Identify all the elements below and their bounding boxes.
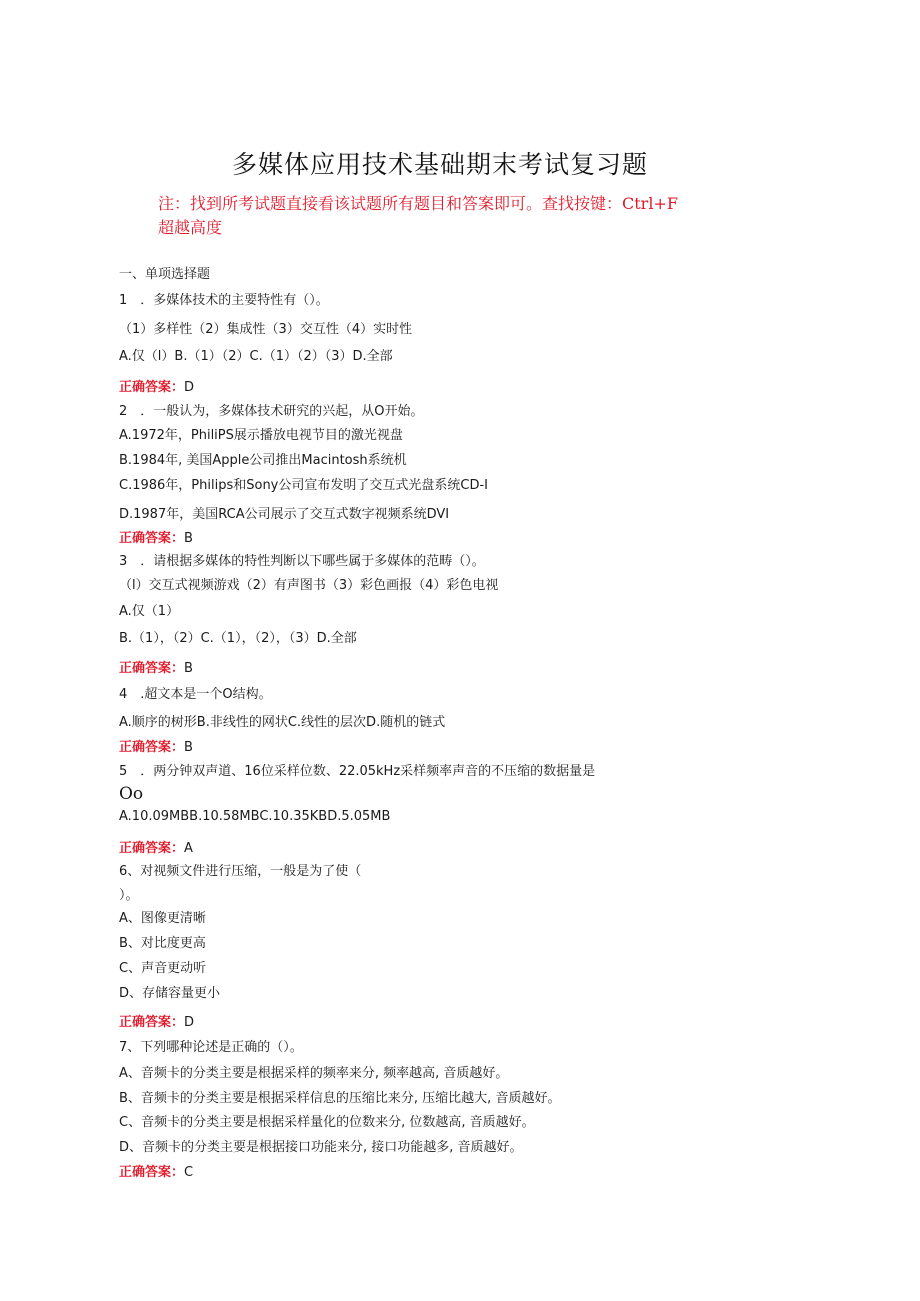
answer-value: A	[184, 841, 193, 856]
answer-label: 正确答案：	[119, 531, 185, 546]
answer-value: D	[184, 380, 195, 395]
question-4-options: A.顺序的树形B.非线性的网状C.线性的层次D.随机的链式	[119, 715, 446, 730]
answer-label: 正确答案：	[119, 740, 185, 755]
question-7-option-b: B、音频卡的分类主要是根据采样信息的压缩比来分, 压缩比越大, 音质越好。	[119, 1091, 561, 1106]
question-6-continuation: ）。	[119, 888, 139, 903]
question-5-options: A.10.09MBB.10.58MBC.10.35KBD.5.05MB	[119, 809, 391, 824]
question-1-items: （1）多样性（2）集成性（3）交互性（4）实时性	[119, 322, 413, 337]
answer-3	[119, 657, 193, 676]
question-2-option-a: A.1972年，PhiliPS展示播放电视节目的激光视盘	[119, 428, 403, 443]
note-line-2: 超越高度	[158, 218, 223, 237]
answer-2	[119, 527, 193, 546]
answer-label: 正确答案：	[119, 661, 185, 676]
note-line-1: 注：找到所考试题直接看该试题所有题目和答案即可。查找按键：Ctrl+F	[158, 194, 678, 213]
question-3: 3 ．请根据多媒体的特性判断以下哪些属于多媒体的范畴（）。	[119, 554, 485, 569]
question-6-option-c: C、声音更动听	[119, 961, 207, 976]
question-4: 4 .超文本是一个O结构。	[119, 687, 272, 702]
answer-label: 正确答案：	[119, 1165, 185, 1180]
question-2-option-d: D.1987年，美国RCA公司展示了交互式数字视频系统DVI	[119, 507, 450, 522]
question-7: 7、下列哪种论述是正确的（）。	[119, 1040, 303, 1055]
question-6: 6、对视频文件进行压缩，一般是为了使（	[119, 864, 362, 879]
question-2-option-c: C.1986年，Philips和Sony公司宣布发明了交互式光盘系统CD-I	[119, 478, 488, 493]
question-1-options: A.仅（l）B.（1）（2）C.（1）（2）（3）D.全部	[119, 349, 393, 364]
answer-5	[119, 837, 193, 856]
question-6-option-d: D、存储容量更小	[119, 986, 221, 1001]
answer-6	[119, 1011, 194, 1030]
question-5: 5 ．两分钟双声道、16位采样位数、22.05kHz采样频率声音的不压缩的数据量是	[119, 764, 596, 779]
question-3-options-bcd: B.（1），（2）C.（1），（2），（3）D.全部	[119, 631, 357, 646]
document-title: 多媒体应用技术基础期末考试复习题	[231, 150, 648, 179]
answer-1	[119, 376, 194, 395]
answer-value: B	[184, 740, 193, 755]
question-7-option-a: A、音频卡的分类主要是根据采样的频率来分, 频率越高, 音质越好。	[119, 1066, 509, 1081]
question-2: 2 ．一般认为，多媒体技术研究的兴起，从O开始。	[119, 404, 424, 419]
answer-7	[119, 1161, 193, 1180]
answer-value: C	[184, 1165, 194, 1180]
question-5-continuation: Oo	[119, 784, 144, 804]
answer-label: 正确答案：	[119, 841, 185, 856]
question-6-option-b: B、对比度更高	[119, 936, 206, 951]
answer-value: B	[184, 661, 193, 676]
question-7-option-d: D、音频卡的分类主要是根据接口功能来分, 接口功能越多, 音质越好。	[119, 1140, 523, 1155]
question-3-items: （l）交互式视频游戏（2）有声图书（3）彩色画报（4）彩色电视	[119, 578, 499, 593]
answer-value: B	[184, 531, 193, 546]
section-heading: 一、单项选择题	[119, 267, 211, 282]
question-3-option-a: A.仅（1）	[119, 604, 180, 619]
question-2-option-b: B.1984年, 美国Apple公司推出Macintosh系统机	[119, 453, 407, 468]
answer-label: 正确答案：	[119, 380, 185, 395]
question-1: 1 ．多媒体技术的主要特性有（）。	[119, 293, 329, 308]
answer-4	[119, 736, 193, 755]
question-6-option-a: A、图像更清晰	[119, 911, 206, 926]
answer-label: 正确答案：	[119, 1015, 185, 1030]
question-7-option-c: C、音频卡的分类主要是根据采样量化的位数来分, 位数越高, 音质越好。	[119, 1115, 535, 1130]
answer-value: D	[184, 1015, 195, 1030]
